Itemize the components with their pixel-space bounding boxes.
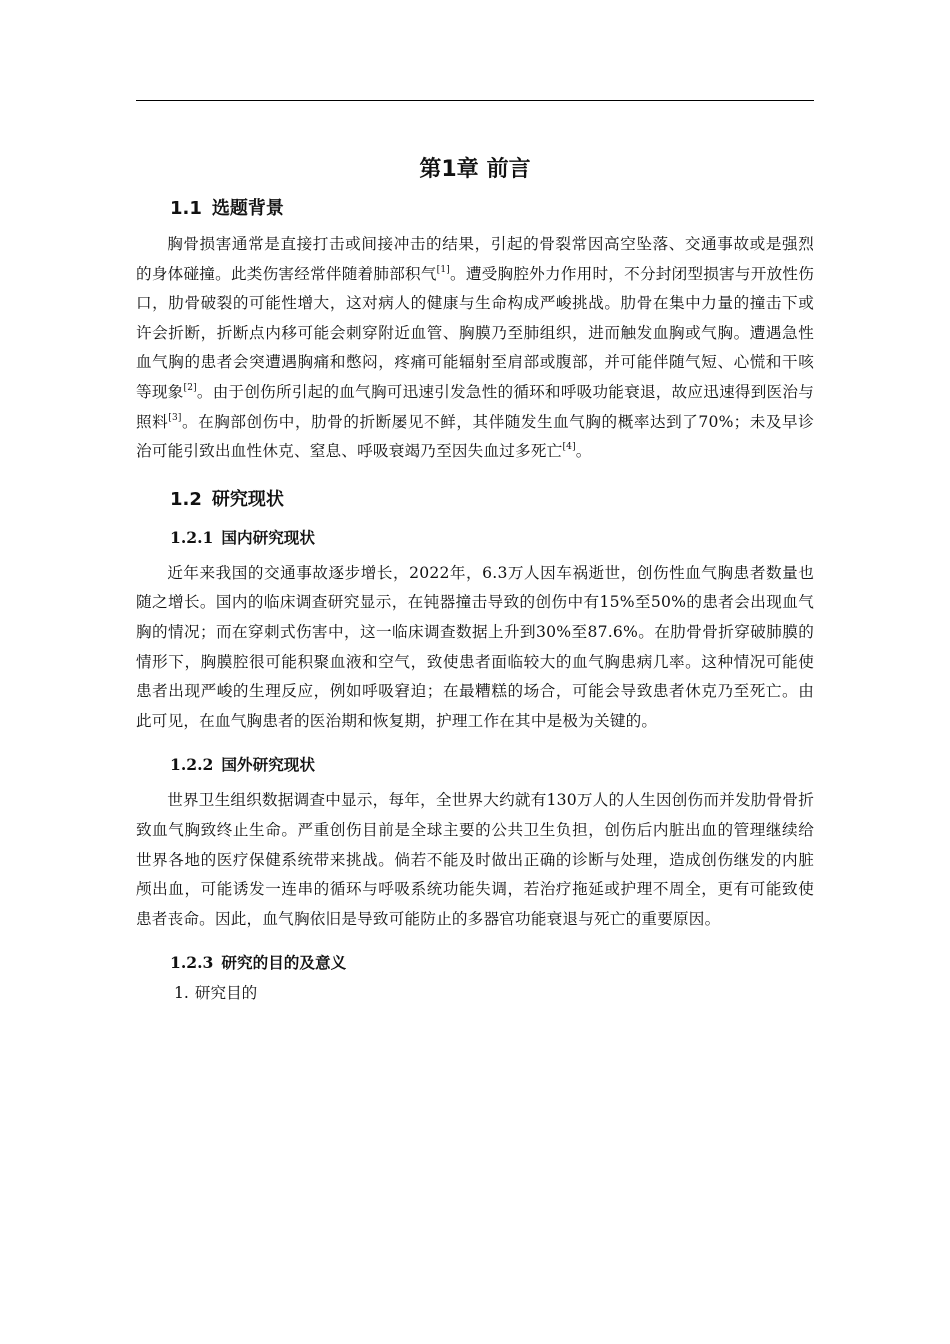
section-title-1-1 <box>136 194 814 224</box>
chapter-number: 第1章 <box>419 157 479 182</box>
subsection-name: 国内研究现状 <box>221 527 315 547</box>
subsection-title-1-2-1 <box>136 523 814 553</box>
section-name: 选题背景 <box>211 198 284 219</box>
text-segment: 。 <box>575 442 592 461</box>
subsection-number: 1.2.1 <box>170 527 214 547</box>
subsection-title-1-2-2 <box>136 750 814 780</box>
text-segment: 。遭受胸腔外力作用时，不分封闭型损害与开放性伤口，肋骨破裂的可能性增大，这对病人的健康与生命构成严峻挑战。肋骨在集中力量的撞击下或许会折断，折断点内移可能会刺穿附近血管、胸膜乃至肺组织，进而触发血胸或气胸。遭遇急性血气胸的患者会突遭遇胸痛和憋闷，疼痛可能辐射至肩部或腹部，并可能伴随气短、心慌和干咳等现象 <box>136 264 814 401</box>
subsection-name: 国外研究现状 <box>221 755 315 775</box>
list-item-number: 1. <box>174 984 189 1003</box>
citation-ref: [3] <box>168 412 182 423</box>
section-title-1-2 <box>136 485 814 515</box>
subsection-title-1-2-3 <box>136 948 814 978</box>
section-number: 1.1 <box>170 198 202 219</box>
list-item <box>136 978 814 1008</box>
subsection-number: 1.2.2 <box>170 755 214 775</box>
subsection-name: 研究的目的及意义 <box>221 953 347 973</box>
section-name: 研究现状 <box>211 488 284 510</box>
foreign-research-paragraph: 世界卫生组织数据调查中显示，每年，全世界大约就有130万人的人生因创伤而并发肋骨骨折致血气胸致终止生命。严重创伤目前是全球主要的公共卫生负担，创伤后内脏出血的管理继续给世界各地的医疗保健系统带来挑战。倘若不能及时做出正确的诊断与处理，造成创伤继发的内脏颅出血，可能诱发一连串的循环与呼吸系统功能失调，若治疗拖延或护理不周全，更有可能致使患者丧命。因此，血气胸依旧是导致可能防止的多器官功能衰退与死亡的重要原因。 <box>136 791 814 928</box>
citation-ref: [2] <box>183 382 197 393</box>
text-segment: 胸骨损害通常是直接打击或间接冲击的结果，引起的骨裂常因高空坠落、交通事故或是强烈的身体碰撞。此类伤害经常伴随着肺部积气 <box>136 235 814 283</box>
page-body <box>136 150 814 1008</box>
citation-ref: [1] <box>436 264 451 275</box>
chapter-name: 前言 <box>486 157 531 182</box>
chapter-title <box>136 150 814 190</box>
domestic-research-paragraph: 近年来我国的交通事故逐步增长，2022年，6.3万人因车祸逝世，创伤性血气胸患者数量也随之增长。国内的临床调查研究显示，在钝器撞击导致的创伤中有15%至50%的患者会出现血气胸的情况；而在穿刺式伤害中，这一临床调查数据上升到30%至87.6%。在肋骨骨折穿破肺膜的情形下，胸膜腔很可能积聚血液和空气，致使患者面临较大的血气胸患病几率。这种情况可能使患者出现严峻的生理反应，例如呼吸窘迫；在最糟糕的场合，可能会导致患者休克乃至死亡。由此可见，在血气胸患者的医治期和恢复期，护理工作在其中是极为关键的。 <box>136 563 814 730</box>
subsection-number: 1.2.3 <box>170 953 214 973</box>
list-item-text: 研究目的 <box>194 984 258 1003</box>
text-segment: 。由于创伤所引起的血气胸可迅速引发急性的循环和呼吸功能衰退，故应迅速得到医治与照料 <box>136 382 814 431</box>
text-segment: 。在胸部创伤中，肋骨的折断屡见不鲜，其伴随发生血气胸的概率达到了70%；未及早诊治可能引致出血性休克、窒息、呼吸衰竭乃至因失血过多死亡 <box>136 412 814 461</box>
citation-ref: [4] <box>562 442 576 453</box>
header-rule <box>136 100 814 101</box>
background-paragraph <box>136 230 814 467</box>
section-number: 1.2 <box>170 488 202 510</box>
